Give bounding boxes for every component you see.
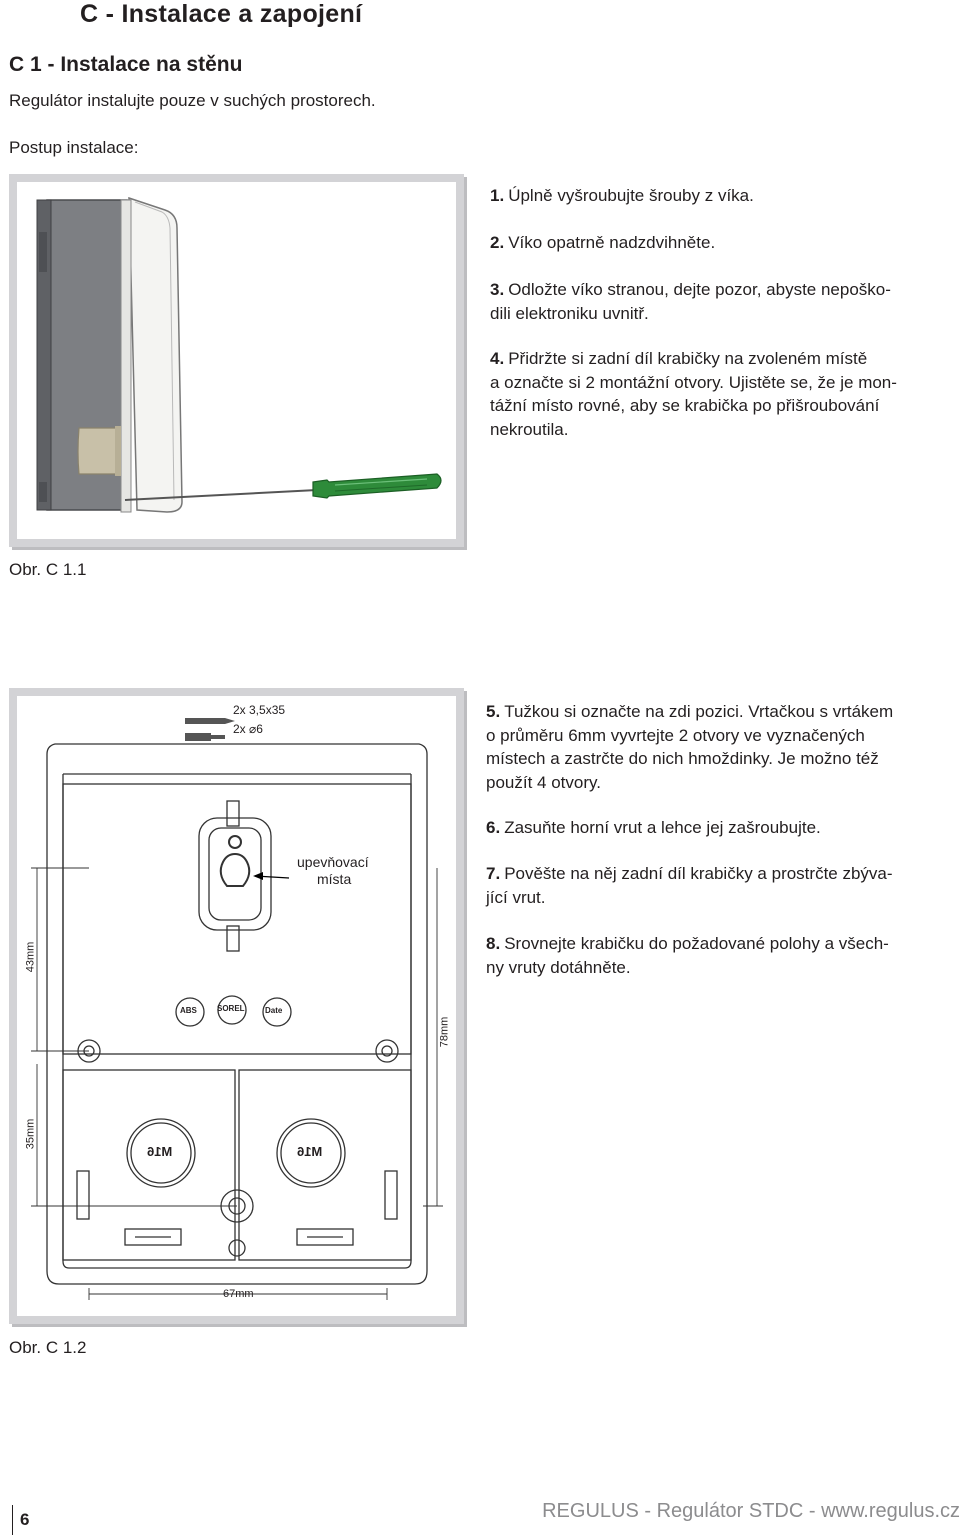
logo-abs: ABS xyxy=(180,1006,197,1015)
step-5-line-2: o průměru 6mm vyvrtejte 2 otvory ve vyznačených xyxy=(486,725,865,745)
step-7-line-2: jící vrut. xyxy=(486,887,546,907)
step-4-line-4: nekroutila. xyxy=(490,419,569,439)
step-number: 6. xyxy=(486,818,501,837)
step-number: 8. xyxy=(486,934,501,953)
figure-1-illustration xyxy=(17,182,456,539)
step-number: 2. xyxy=(490,233,505,252)
procedure-label: Postup instalace: xyxy=(9,138,139,157)
section-heading: C 1 - Instalace na stěnu xyxy=(9,53,243,76)
figure-1-frame xyxy=(9,174,464,547)
step-3-line-1 xyxy=(490,278,891,302)
step-1-line-1 xyxy=(490,184,754,208)
footer-brand: REGULUS - Regulátor STDC - www.regulus.cz xyxy=(542,1500,960,1522)
step-4-line-3: tážní místo rovné, aby se krabička po přišroubování xyxy=(490,396,880,415)
step-text: Odložte víko stranou, dejte pozor, abyste nepoško- xyxy=(508,280,891,299)
step-number: 4. xyxy=(490,349,505,368)
step-5-line-3: místech a zastrčte do nich hmoždinky. Je možno též xyxy=(486,749,879,768)
dim-35-label: 35mm xyxy=(24,1118,37,1150)
step-4-line-2: a označte si 2 montážní otvory. Ujistěte se, že je mon- xyxy=(490,372,897,392)
mount-label-line2: místa xyxy=(317,871,352,887)
step-number: 7. xyxy=(486,864,501,883)
step-8-line-1 xyxy=(486,932,889,956)
figure-2-caption: Obr. C 1.2 xyxy=(9,1338,87,1357)
step-text: Tužkou si označte na zdi pozici. Vrtačkou s vrtákem xyxy=(504,702,894,721)
step-text: Úplně vyšroubujte šrouby z víka. xyxy=(508,186,754,205)
step-3-line-2: dili elektroniku uvnitř. xyxy=(490,303,649,323)
dim-43-label: 43mm xyxy=(24,941,37,973)
logo-sorel: SOREL xyxy=(217,1004,245,1013)
dowels-label: 2x ⌀6 xyxy=(233,722,263,736)
step-number: 1. xyxy=(490,186,505,205)
step-number: 3. xyxy=(490,280,505,299)
step-text: Víko opatrně nadzdvihněte. xyxy=(508,233,716,252)
step-text: Přidržte si zadní díl krabičky na zvoleném místě xyxy=(508,349,868,368)
dim-67-label: 67mm xyxy=(223,1288,254,1300)
step-5-line-1 xyxy=(486,700,893,724)
step-text: Srovnejte krabičku do požadované polohy a všech- xyxy=(504,934,889,953)
step-5-line-4: použít 4 otvory. xyxy=(486,772,601,792)
step-number: 5. xyxy=(486,702,501,721)
step-8-line-2: ny vruty dotáhněte. xyxy=(486,957,631,977)
screws-label: 2x 3,5x35 xyxy=(233,703,286,717)
gland-right-label: M16 xyxy=(297,1144,323,1159)
figure-1-caption: Obr. C 1.1 xyxy=(9,560,87,579)
logo-date: Date xyxy=(265,1006,283,1015)
step-text: Zasuňte horní vrut a lehce jej zašroubujte. xyxy=(504,818,821,837)
figure-2-frame xyxy=(9,688,464,1324)
page-title: C - Instalace a zapojení xyxy=(80,0,363,28)
gland-left-label: M16 xyxy=(147,1144,173,1159)
step-6-line-1 xyxy=(486,816,821,840)
step-text: Pověšte na něj zadní díl krabičky a prostrčte zbýva- xyxy=(504,864,893,883)
step-2-line-1 xyxy=(490,231,715,255)
intro-text: Regulátor instalujte pouze v suchých prostorech. xyxy=(9,91,376,110)
step-7-line-1 xyxy=(486,862,893,886)
mount-label-line1: upevňovací xyxy=(297,854,369,870)
step-4-line-1 xyxy=(490,347,867,371)
page-number: 6 xyxy=(12,1505,29,1535)
dim-78-label: 78mm xyxy=(438,1016,451,1048)
